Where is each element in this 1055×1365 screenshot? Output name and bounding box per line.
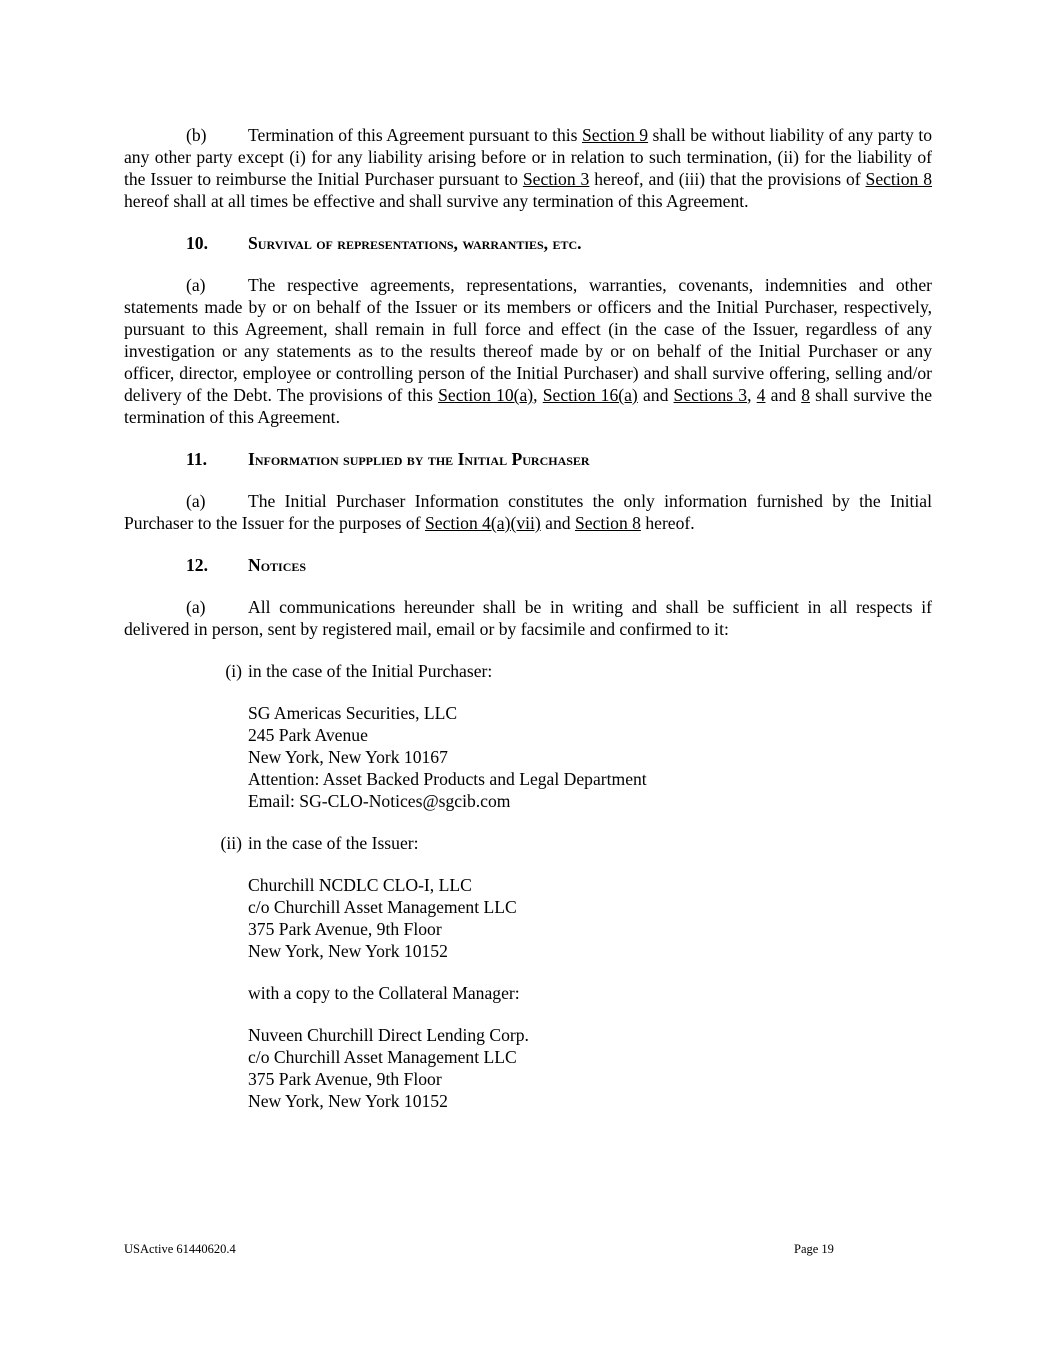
section-number: 12. bbox=[186, 555, 208, 575]
footer-document-id: USActive 61440620.4 bbox=[124, 1242, 236, 1256]
section-number: 11. bbox=[186, 449, 208, 469]
address-line: Email: SG-CLO-Notices@sgcib.com bbox=[248, 791, 511, 811]
section-8-reference: Section 8 bbox=[865, 169, 933, 189]
copy-to-line: with a copy to the Collateral Manager: bbox=[248, 983, 520, 1003]
paragraph-number: (a) bbox=[186, 275, 206, 295]
address-line: 375 Park Avenue, 9th Floor bbox=[248, 919, 442, 939]
section-title: Notices bbox=[248, 555, 307, 575]
section-16a-reference: Section 16(a) bbox=[542, 385, 638, 405]
address-line: Churchill NCDLC CLO-I, LLC bbox=[248, 875, 472, 895]
footer-page-number: Page 19 bbox=[794, 1242, 834, 1256]
address-line: New York, New York 10152 bbox=[248, 941, 448, 961]
address-line: 245 Park Avenue bbox=[248, 725, 368, 745]
section-10-heading bbox=[186, 232, 932, 254]
address-line: Nuveen Churchill Direct Lending Corp. bbox=[248, 1025, 529, 1045]
paragraph-12a: (a) All communications hereunder shall be in writing and shall be sufficient in all respects if delivered in person, sent by registered mail, email or by facsimile and confirmed to it: bbox=[124, 597, 932, 639]
section-4a-vii-reference: Section 4(a)(vii) bbox=[424, 513, 541, 533]
section-12-heading bbox=[186, 554, 932, 576]
list-item-i bbox=[225, 660, 932, 682]
issuer-address-block bbox=[248, 874, 932, 962]
section-8-reference: 8 bbox=[801, 385, 810, 405]
paragraph-9b: (b) Termination of this Agreement pursuant to this Section 9 shall be without liability of any party to any other party except (i) for any liability arising before or in relation to such termination, (ii) for the liability of the Issuer to reimburse the Initial Purchaser pursuant to Section 3 hereof, and (iii) that the provisions of Section 8 hereof shall at all times be effective and shall survive any termination of this Agreement. bbox=[124, 125, 933, 211]
purchaser-address-block bbox=[248, 702, 932, 812]
address-line: Attention: Asset Backed Products and Legal Department bbox=[248, 769, 647, 789]
address-line: New York, New York 10152 bbox=[248, 1091, 448, 1111]
list-item-text: in the case of the Initial Purchaser: bbox=[248, 661, 493, 681]
list-item-number: (ii) bbox=[220, 833, 242, 853]
section-9-reference: Section 9 bbox=[581, 125, 649, 145]
sections-3-reference: Sections 3 bbox=[673, 385, 748, 405]
paragraph-number: (a) bbox=[186, 597, 206, 617]
address-line: New York, New York 10167 bbox=[248, 747, 448, 767]
address-line: c/o Churchill Asset Management LLC bbox=[248, 897, 517, 917]
section-4-reference: 4 bbox=[756, 385, 766, 405]
section-8-reference: Section 8 bbox=[574, 513, 641, 533]
paragraph-number: (a) bbox=[186, 491, 206, 511]
section-title: Information supplied by the Initial Purchaser bbox=[248, 449, 590, 469]
section-10a-reference: Section 10(a) bbox=[438, 385, 534, 405]
list-item-ii bbox=[220, 832, 932, 854]
section-11-heading bbox=[186, 448, 932, 470]
address-line: 375 Park Avenue, 9th Floor bbox=[248, 1069, 442, 1089]
address-line: c/o Churchill Asset Management LLC bbox=[248, 1047, 517, 1067]
paragraph-11a: (a) The Initial Purchaser Information constitutes the only information furnished by the Initial Purchaser to the Issuer for the purposes of Section 4(a)(vii) and Section 8 hereof. bbox=[124, 491, 932, 533]
list-item-text: in the case of the Issuer: bbox=[248, 833, 419, 853]
list-item-number: (i) bbox=[225, 661, 242, 681]
section-3-reference: Section 3 bbox=[522, 169, 590, 189]
section-title: Survival of representations, warranties, etc. bbox=[248, 233, 582, 253]
document-page bbox=[124, 124, 932, 1132]
section-number: 10. bbox=[186, 233, 208, 253]
collateral-manager-address-block bbox=[248, 1024, 932, 1112]
address-line: SG Americas Securities, LLC bbox=[248, 703, 458, 723]
paragraph-number: (b) bbox=[186, 125, 207, 145]
paragraph-10a: (a) The respective agreements, representations, warranties, covenants, indemnities and other statements made by or on behalf of the Issuer or its members or officers and the Initial Purchaser, respectively, pursuant to this Agreement, shall remain in full force and effect (in the case of the Issuer, regardless of any investigation or any statements as to the results thereof made by or on behalf of the Initial Purchaser or any officer, director, employee or controlling person of the Initial Purchaser) and shall survive offering, selling and/or delivery of the Debt. The provisions of this Section 10(a), Section 16(a) and Sections 3, 4 and 8 shall survive the termination of this Agreement. bbox=[124, 275, 932, 427]
